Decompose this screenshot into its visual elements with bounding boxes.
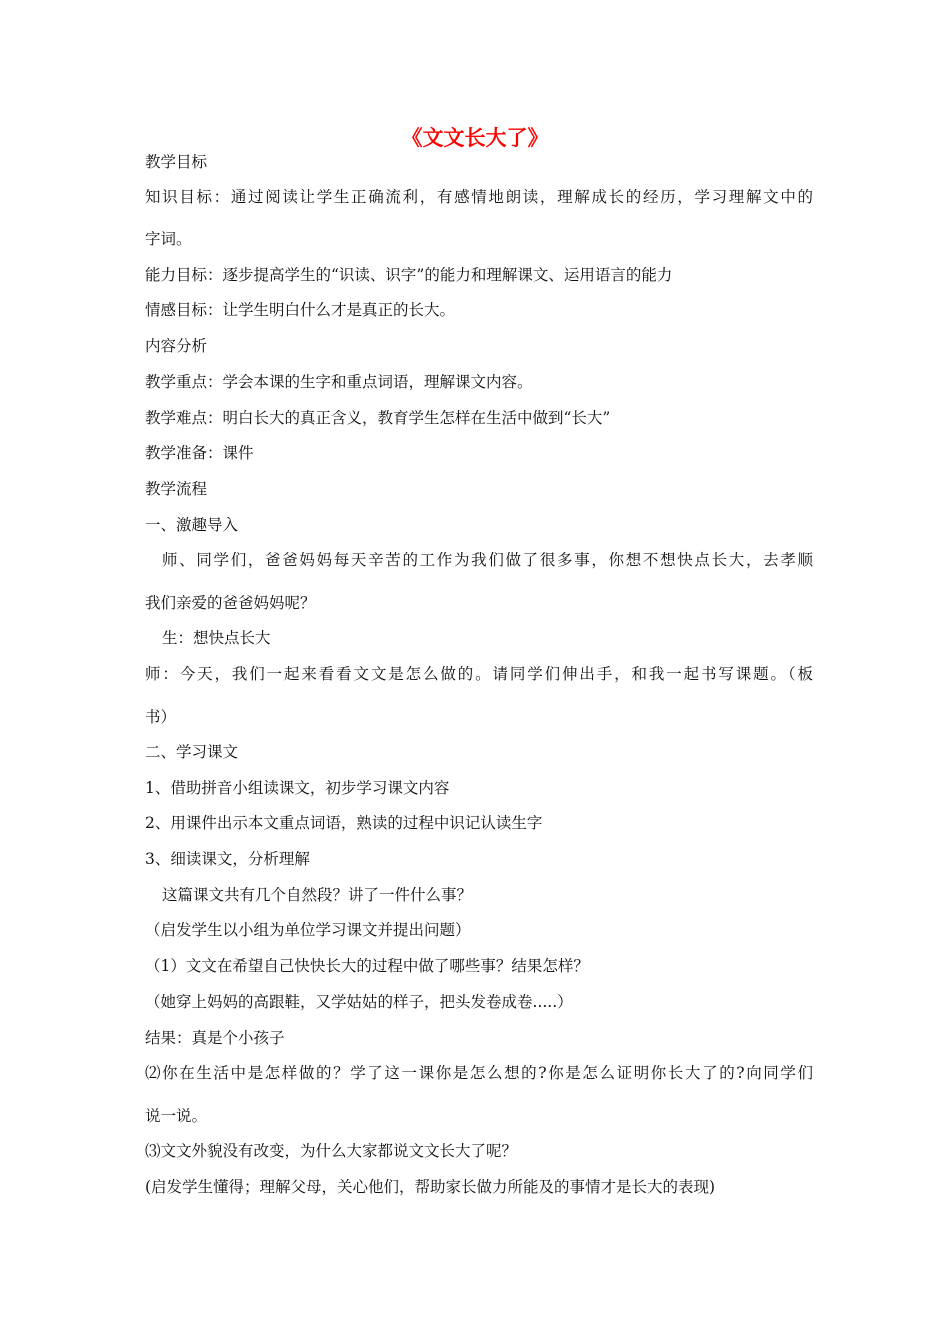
paragraph-question-3: ⑶文文外貌没有改变，为什么大家都说文文长大了呢？ xyxy=(145,1142,518,1160)
paragraph-ability-goal: 能力目标：逐步提高学生的“识读、识字”的能力和理解课文、运用语言的能力 xyxy=(145,266,673,284)
paragraph-student-reply: 生：想快点长大 xyxy=(162,629,271,647)
section-heading-teaching-process: 教学流程 xyxy=(145,480,208,498)
section-heading-content-analysis: 内容分析 xyxy=(145,337,208,355)
document-title: 《文文长大了》 xyxy=(401,125,549,150)
paragraph-answer-1: （她穿上妈妈的高跟鞋，又学姑姑的样子，把头发卷成卷.....） xyxy=(145,993,573,1011)
list-item-2: 2、用课件出示本文重点词语，熟读的过程中识记认读生字 xyxy=(145,814,543,832)
subheading-study-text: 二、学习课文 xyxy=(145,743,239,761)
paragraph-teacher-today: 师：今天，我们一起来看看文文是怎么做的。请同学们伸出手，和我一起书写课题。（板 xyxy=(145,665,813,683)
subheading-introduction: 一、激趣导入 xyxy=(145,516,239,534)
paragraph-question-1: （1）文文在希望自己快快长大的过程中做了哪些事？结果怎样？ xyxy=(145,957,589,975)
section-heading-teaching-goals: 教学目标 xyxy=(145,153,208,171)
paragraph-result: 结果：真是个小孩子 xyxy=(145,1029,285,1047)
paragraph-emotion-goal: 情感目标：让学生明白什么才是真正的长大。 xyxy=(145,301,456,319)
paragraph-hint-parents: (启发学生懂得；理解父母，关心他们，帮助家长做力所能及的事情才是长大的表现) xyxy=(145,1178,716,1196)
paragraph-teacher-intro-cont: 我们亲爱的爸爸妈妈呢？ xyxy=(145,594,316,612)
paragraph-teacher-intro: 师、同学们，爸爸妈妈每天辛苦的工作为我们做了很多事，你想不想快点长大，去孝顺 xyxy=(162,551,813,569)
paragraph-teacher-today-cont: 书） xyxy=(145,708,177,726)
paragraph-knowledge-goal: 知识目标：通过阅读让学生正确流利，有感情地朗读，理解成长的经历，学习理解文中的 xyxy=(145,188,813,206)
paragraph-knowledge-goal-cont: 字词。 xyxy=(145,230,192,248)
list-item-3: 3、细读课文，分析理解 xyxy=(145,850,310,868)
paragraph-difficulties: 教学难点：明白长大的真正含义，教育学生怎样在生活中做到“长大” xyxy=(145,409,611,427)
paragraph-question-2-cont: 说一说。 xyxy=(145,1107,208,1125)
paragraph-preparation: 教学准备：课件 xyxy=(145,444,254,462)
paragraph-key-points: 教学重点：学会本课的生字和重点词语，理解课文内容。 xyxy=(145,373,533,391)
paragraph-question-2: ⑵你在生活中是怎样做的？学了这一课你是怎么想的?你是怎么证明你长大了的?向同学们 xyxy=(145,1064,813,1082)
paragraph-hint-group: （启发学生以小组为单位学习课文并提出问题） xyxy=(145,921,471,939)
list-item-1: 1、借助拼音小组读课文，初步学习课文内容 xyxy=(145,779,450,797)
paragraph-question: 这篇课文共有几个自然段？讲了一件什么事？ xyxy=(162,886,473,904)
